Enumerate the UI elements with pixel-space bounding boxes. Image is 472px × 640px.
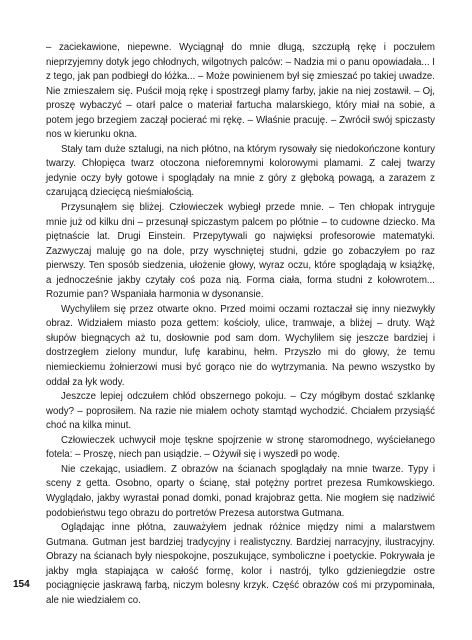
- paragraph: – zaciekawione, niepewne. Wyciągnął do mnie długą, szczupłą rękę i poczułem nieprzyjemny dotyk jego chłodnych, wilgotnych palców: – Nadzia mi o panu opowiadała... I z tego, jak pan podbiegł do łóżka... – Może powinienem był się zmieszać po takiej uwadze. Nie zmieszałem się. Puścił moją rękę i spostrzegł plamy farby, jakie na niej zostawił. – Oj, proszę wybaczyć – otarł palce o materiał fartucha malarskiego, który miał na sobie, a potem jego brzegiem zaczął pocierać mi rękę. – Właśnie pracuję. – Zwrócił swój spiczasty nos w kierunku okna.: [46, 42, 435, 141]
- body-text: [46, 41, 435, 608]
- paragraph: Jeszcze lepiej odczułem chłód obszernego pokoju. – Czy mógłbym dostać szklankę wody? – poprosiłem. Na razie nie miałem ochoty stamtąd wychodzić. Chciałem przysiąść choć na kilka minut.: [46, 391, 435, 432]
- paragraph: Wychyliłem się przez otwarte okno. Przed moimi oczami roztaczał się inny niezwykły obraz. Widziałem miasto poza gettem: kościoły, ulice, tramwaje, a bliżej – druty. Wąż słupów biegnących aż tu, dosłownie pod sam dom. Wychyliłem się jeszcze bardziej i dostrzegłem zielony mundur, lufę karabinu, hełm. Przyszło mi do głowy, że temu niemieckiemu żołnierzowi musi być gorąco nie do wytrzymania. Na pewno wszystko by oddał za łyk wody.: [46, 303, 435, 388]
- paragraph: Oglądając inne płótna, zauważyłem jednak różnice między nimi a malarstwem Gutmana. Gutman jest bardziej tradycyjny i realistyczny. Bardziej narracyjny, ilustracyjny. Obrazy na ścianach były niespokojne, poszukujące, symboliczne i poetyckie. Pokrywała je jakby mgła stapiająca w całość formę, kolor i nastrój, tylko gdzieniegdzie ostre pociągnięcie jaskrawą farbą, niczym bolesny krzyk. Część obrazów coś mi przypominała, ale nie wiedziałem co.: [46, 522, 435, 606]
- paragraph: Stały tam duże sztalugi, na nich płótno, na którym rysowały się niedokończone kontury twarzy. Chłopięca twarz otoczona nieforemnymi kolorowymi plamami. Z całej twarzy jedynie oczy były gotowe i spoglądały na mnie z góry z głęboką powagą, a zarazem z czarującą dziecięcą nieśmiałością.: [46, 143, 435, 199]
- paragraph: Człowieczek uchwycił moje tęskne spojrzenie w stronę staromodnego, wyściełanego fotela: – Proszę, niech pan usiądzie. – Ożywił się i wyszedł po wodę.: [46, 434, 435, 461]
- paragraph: Nie czekając, usiadłem. Z obrazów na ścianach spoglądały na mnie twarze. Typy i sceny z getta. Osobno, oparty o ścianę, stał potężny portret prezesa Rumkowskiego. Wyglądało, jakby wyrastał ponad domki, ponad krajobraz getta. Nie mogłem się nadziwić podobieństwu tego obrazu do portretów Prezesa autorstwa Gutmana.: [46, 463, 435, 519]
- paragraph: Przysunąłem się bliżej. Człowieczek wybiegł przede mnie. – Ten chłopak intryguje mnie już od kilku dni – przesunął spiczastym palcem po płótnie – to cudowne dziecko. Ma piętnaście lat. Drugi Einstein. Przepytywali go najwięksi profesorowie matematyki. Zazwyczaj maluję go na dole, przy wyschniętej studni, gdzie go zobaczyłem po raz pierwszy. Ten sposób siedzenia, ułożenie głowy, wyraz oczu, które spoglądają w książkę, a jednocześnie jakby czytały coś poza nią. Forma ciała, forma studni z kołowrotem... Rozumie pan? Wspaniała harmonia w dysonansie.: [46, 202, 435, 301]
- page-number: 154: [13, 579, 30, 590]
